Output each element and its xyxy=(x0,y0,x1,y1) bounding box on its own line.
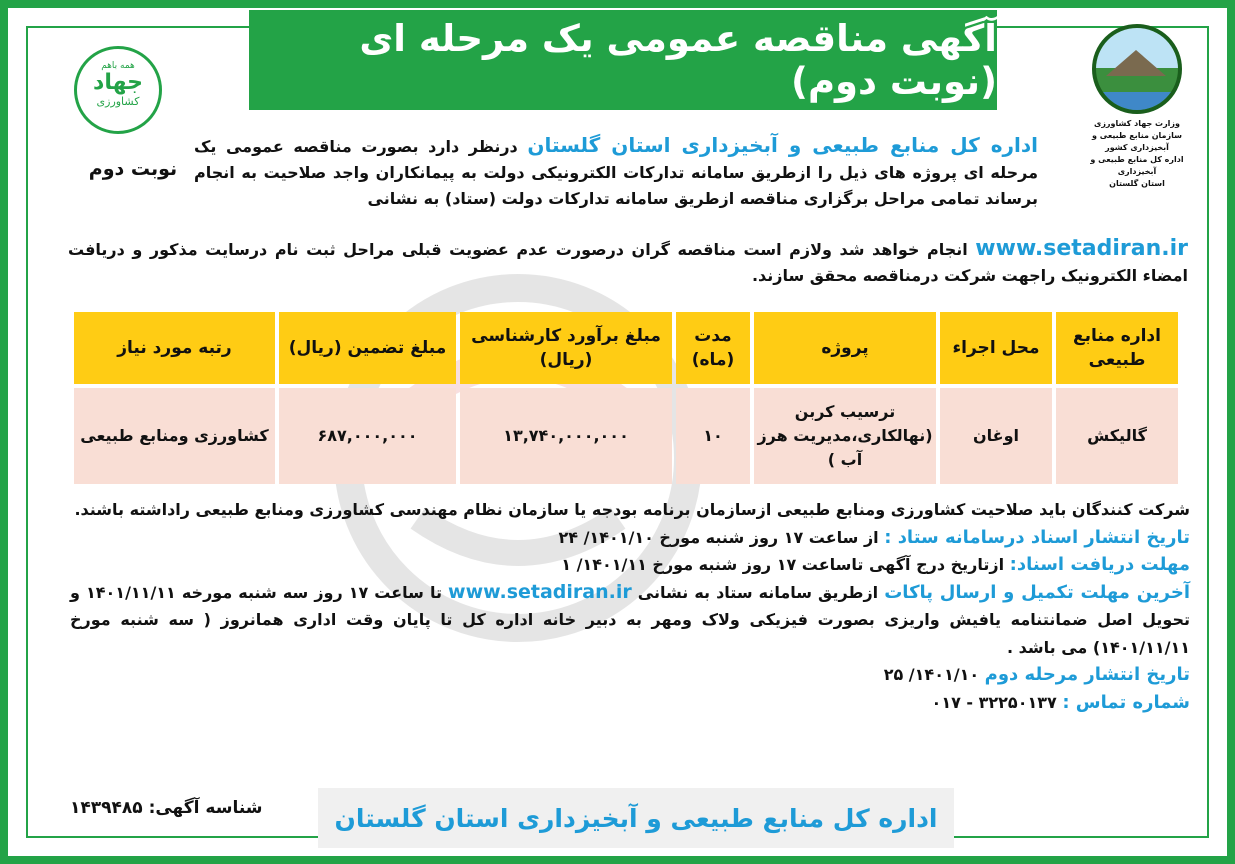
ad-id-value: ۱۴۳۹۴۸۵ xyxy=(70,798,143,818)
table-row xyxy=(74,388,1178,484)
column-header: پروژه xyxy=(754,312,936,384)
organization-name: اداره کل منابع طبیعی و آبخیزداری استان گلستان xyxy=(527,133,1038,157)
table-header-row xyxy=(74,312,1178,384)
deadline-label: مهلت دریافت اسناد: xyxy=(1009,554,1190,575)
table-cell: کشاورزی ومنابع طبیعی xyxy=(74,388,275,484)
setadiran-link-2[interactable]: www.setadiran.ir xyxy=(448,580,632,603)
qualification-line: شرکت کنندگان باید صلاحیت کشاورزی ومنابع طبیعی ازسازمان برنامه بودجه یا سازمان نظام مهندسی کشاورزی ومنابع طبیعی راداشته باشند. xyxy=(74,500,1190,519)
publish-date-label: تاریخ انتشار اسناد درسامانه ستاد : xyxy=(884,526,1190,548)
column-header: مبلغ برآورد کارشناسی (ریال) xyxy=(460,312,672,384)
setadiran-link[interactable]: www.setadiran.ir xyxy=(975,236,1188,261)
footer-banner xyxy=(318,788,954,848)
ad-id-label: شناسه آگهی: xyxy=(148,798,263,818)
final-deadline-text-2: تا ساعت ۱۷ روز سه شنبه مورخه ۱۴۰۱/۱۱/۱۱ و تحویل اصل ضمانتنامه یافیش واریزی بصورت فیزیکی ولاک ومهر به دبیر خانه اداره کل تا پایان وقت اداری همانروز ( سه شنبه مورخ ۱۴۰۱/۱۱/۱۱) می باشد . xyxy=(70,582,1190,657)
intro-text-2: انجام خواهد شد ولازم است مناقصه گران درصورت عدم عضویت قبلی مراحل ثبت نام درسایت مذکور و دریافت امضاء الکترونیک راجهت شرکت درمناقصه محقق سازند. xyxy=(68,240,1188,285)
publish-date-text: از ساعت ۱۷ روز شنبه مورخ ۱۴۰۱/۱۰/ ۲۴ xyxy=(558,527,885,547)
final-deadline-paragraph xyxy=(70,579,1190,662)
conditions-text xyxy=(70,496,1190,716)
projects-table xyxy=(70,308,1182,488)
ministry-caption xyxy=(1073,118,1201,190)
ministry-logo xyxy=(1073,24,1201,190)
table-cell: اوغان xyxy=(940,388,1052,484)
jihad-logo-bottom: کشاورزی xyxy=(96,95,140,108)
column-header: اداره منابع طبیعی xyxy=(1056,312,1178,384)
final-deadline-text-1: ازطریق سامانه ستاد به نشانی xyxy=(631,582,885,602)
table-cell: گالیکش xyxy=(1056,388,1178,484)
caption-line: وزارت جهاد کشاورزی xyxy=(1093,119,1180,128)
table-cell: ۱۳,۷۴۰,۰۰۰,۰۰۰ xyxy=(460,388,672,484)
intro-paragraph xyxy=(194,132,1038,212)
table-cell: ۱۰ xyxy=(676,388,750,484)
table-cell: ۶۸۷,۰۰۰,۰۰۰ xyxy=(279,388,456,484)
ad-id xyxy=(70,798,262,818)
deadline-line xyxy=(70,551,1190,579)
column-header: محل اجراء xyxy=(940,312,1052,384)
jihad-logo-main: جهاد xyxy=(93,70,143,95)
caption-line: استان گلستان xyxy=(1109,179,1165,188)
second-round-label: تاریخ انتشار مرحله دوم xyxy=(984,664,1190,685)
caption-line: اداره کل منابع طبیعی و آبخیزداری xyxy=(1090,155,1184,176)
final-deadline-label: آخرین مهلت تکمیل و ارسال پاکات xyxy=(884,581,1190,603)
title-banner xyxy=(249,10,997,110)
column-header: مبلغ تضمین (ریال) xyxy=(279,312,456,384)
table-cell: ترسیب کربن (نهالکاری،مدیریت هرز آب ) xyxy=(754,388,936,484)
second-round-line xyxy=(70,661,1190,689)
intro-text-1: درنظر دارد بصورت مناقصه عمومی یک مرحله ای پروژه های ذیل را ازطریق سامانه تدارکات الکترونیکی دولت به پیمانکاران واجد صلاحیت به انجام برساند تمامی مراحل برگزاری مناقصه ازطریق سامانه تدارکات دولت (ستاد) به نشانی xyxy=(194,137,1038,208)
jihad-logo-top: همه باهم xyxy=(101,61,135,71)
page-title: آگهی مناقصه عمومی یک مرحله ای (نوبت دوم) xyxy=(359,17,997,103)
intro-paragraph-2 xyxy=(68,236,1188,289)
column-header: رتبه مورد نیاز xyxy=(74,312,275,384)
round-label: نوبت دوم xyxy=(88,158,178,180)
contact-number: ۳۲۲۵۰۱۳۷ - ۰۱۷ xyxy=(931,692,1063,712)
contact-label: شماره تماس : xyxy=(1062,691,1190,713)
second-round-date: ۱۴۰۱/۱۰/ ۲۵ xyxy=(883,665,985,684)
deadline-text: ازتاریخ درج آگهی تاساعت ۱۷ روز شنبه مورخ ۱۴۰۱/۱۱/ ۱ xyxy=(561,555,1010,574)
ministry-emblem-icon xyxy=(1092,24,1182,114)
publish-date-line xyxy=(70,524,1190,552)
contact-line xyxy=(70,689,1190,717)
jihad-logo xyxy=(74,46,162,134)
footer-text: اداره کل منابع طبیعی و آبخیزداری استان گلستان xyxy=(334,803,938,833)
column-header: مدت (ماه) xyxy=(676,312,750,384)
caption-line: سازمان منابع طبیعی و آبخیزداری کشور xyxy=(1092,131,1182,152)
